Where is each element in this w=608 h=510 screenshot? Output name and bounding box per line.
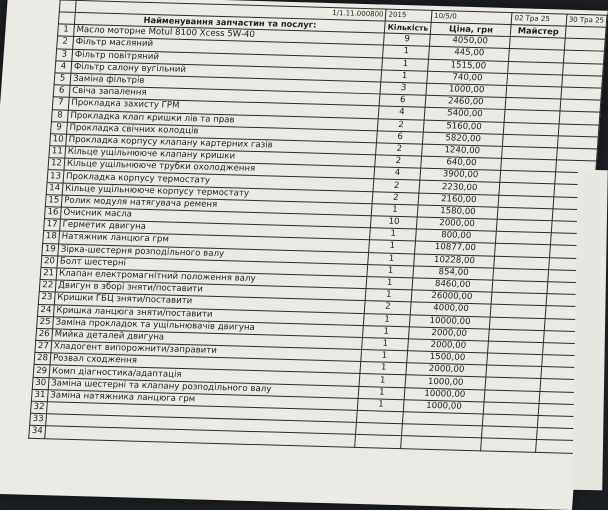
row-price: 1240,00	[422, 144, 503, 158]
row-qty: 1	[370, 228, 416, 241]
row-number: 27	[35, 340, 52, 353]
row-name: Очисник масла	[60, 207, 371, 228]
row-qty: 2	[376, 143, 422, 156]
row-extra	[563, 50, 604, 63]
row-number: 6	[53, 85, 70, 98]
row-name: Прокладка корпусу клапану картерних газів	[66, 134, 377, 155]
row-name: Прокладка корпусу термостату	[63, 171, 374, 192]
row-qty: 4	[379, 106, 425, 119]
row-price: 1000,00	[426, 83, 507, 97]
row-name: Свіча запалення	[69, 85, 380, 106]
row-number: 3	[56, 48, 73, 61]
row-price: 2000,00	[406, 363, 487, 377]
row-number: 19	[42, 243, 59, 256]
row-number: 34	[29, 426, 46, 439]
row-price: 2230,00	[419, 181, 500, 195]
row-price: 5400,00	[424, 108, 505, 122]
row-name: Заміна шестерні та клапану розподільного валу	[48, 377, 359, 398]
row-price	[401, 436, 482, 450]
row-number: 21	[40, 267, 57, 280]
rows-body	[29, 24, 605, 453]
row-price: 445,00	[429, 47, 510, 61]
row-name: Прокладка клап кришки лів та прав	[67, 110, 378, 131]
row-name: Заміна прокладок та ущільнювачів двигуна	[53, 317, 364, 338]
row-price: 2160,00	[418, 193, 499, 207]
row-number: 31	[31, 389, 48, 402]
row-number: 8	[51, 109, 68, 122]
row-name: Герметик двигуна	[60, 219, 371, 240]
row-number: 15	[45, 194, 62, 207]
row-qty: 1	[382, 58, 428, 71]
row-number: 4	[55, 61, 72, 74]
row-number: 9	[51, 121, 68, 134]
row-price: 10000,00	[409, 314, 490, 328]
row-qty: 1	[363, 325, 409, 338]
header-master: Майстер	[511, 25, 566, 39]
row-name: Заміна фільтрів	[70, 73, 381, 94]
row-qty: 1	[381, 70, 427, 83]
row-extra	[561, 75, 602, 88]
row-number: 16	[44, 207, 61, 220]
row-qty: 1	[372, 204, 418, 217]
top-year: 2015	[386, 9, 432, 22]
row-qty: 10	[371, 216, 417, 229]
row-price: 1515,00	[428, 59, 509, 73]
row-name: Клапан електромагнітний положення валу	[56, 268, 367, 289]
row-price: 10228,00	[414, 254, 495, 268]
row-name: Кришки ГБЦ зняти/поставити	[54, 292, 365, 313]
row-qty: 1	[361, 350, 407, 363]
header-name: Найменування запчастин та послуг:	[74, 12, 385, 33]
row-extra	[557, 136, 598, 149]
row-name: Прокладка свічних колодців	[67, 122, 378, 143]
row-name: Ролик модуля натягувача ременя	[61, 195, 372, 216]
row-name: Комп діагностика/адаптація	[49, 365, 360, 386]
row-qty: 1	[368, 252, 414, 265]
row-qty: 4	[374, 167, 420, 180]
row-extra	[562, 63, 603, 76]
row-price: 10000,00	[404, 387, 485, 401]
row-qty: 1	[364, 313, 410, 326]
row-name: Кільце ущільнююче корпусу термостату	[62, 183, 373, 204]
row-extra	[561, 87, 602, 100]
row-qty: 1	[359, 374, 405, 387]
row-name: Фільтр повітряний	[72, 49, 383, 70]
row-number: 11	[49, 146, 66, 159]
row-price: 3900,00	[420, 168, 501, 182]
row-extra	[536, 428, 577, 441]
row-name: Кришка ланцюга зняти/поставити	[53, 304, 364, 325]
row-number: 26	[36, 328, 53, 341]
row-qty: 3	[380, 82, 426, 95]
row-number: 13	[47, 170, 64, 183]
row-price: 1000,00	[405, 375, 486, 389]
row-price: 4050,00	[429, 34, 510, 48]
row-number: 7	[52, 97, 69, 110]
row-number: 29	[33, 365, 50, 378]
row-qty: 6	[377, 131, 423, 144]
row-master	[481, 438, 536, 452]
row-number: 28	[34, 353, 51, 366]
row-price: 1000,00	[403, 400, 484, 414]
row-name: Натяжник ланцюга грм	[59, 231, 370, 252]
row-price: 2000,00	[416, 217, 497, 231]
row-price: 4000,00	[410, 302, 491, 316]
row-qty: 2	[365, 301, 411, 314]
row-name: Кільце ущільнююче трубки охолодження	[64, 158, 375, 179]
row-name: Масло моторне Motul 8100 Xcess 5W-40	[74, 25, 385, 46]
row-number: 22	[39, 280, 56, 293]
row-price: 854,00	[413, 266, 494, 280]
header-qty: Кількість	[385, 21, 431, 34]
row-qty: 9	[384, 33, 430, 46]
row-price: 2000,00	[409, 327, 490, 341]
row-price: 1580,00	[417, 205, 498, 219]
top-date-2: 02 Тра 25	[512, 13, 567, 26]
row-name: Фільтр салону вугільний	[71, 61, 382, 82]
row-qty: 2	[372, 191, 418, 204]
row-name: Болт шестерні	[57, 256, 368, 277]
row-number: 33	[30, 413, 47, 426]
row-number: 2	[57, 36, 74, 49]
row-extra	[556, 148, 597, 161]
row-price: 740,00	[427, 71, 508, 85]
row-name: Двигун в зборі зняти/поставити	[55, 280, 366, 301]
row-qty: 1	[369, 240, 415, 253]
row-number: 20	[41, 255, 58, 268]
row-qty: 1	[358, 398, 404, 411]
row-qty: 1	[366, 289, 412, 302]
row-name: Фільтр масляний	[73, 37, 384, 58]
row-qty: 2	[373, 179, 419, 192]
row-qty: 6	[379, 94, 425, 107]
row-qty: 1	[383, 45, 429, 58]
row-price: 5160,00	[423, 120, 504, 134]
row-qty: 2	[375, 155, 421, 168]
row-qty: 1	[360, 362, 406, 375]
row-qty: 2	[378, 118, 424, 131]
row-number: 24	[37, 304, 54, 317]
row-number: 32	[31, 401, 48, 414]
row-price: 2000,00	[408, 339, 489, 353]
row-number: 1	[58, 24, 75, 37]
row-number: 25	[37, 316, 54, 329]
row-qty: 1	[362, 337, 408, 350]
row-price: 2460,00	[425, 95, 506, 109]
row-extra	[558, 123, 599, 136]
row-name: Заміна натяжника ланцюга грм	[47, 390, 358, 411]
row-number: 14	[46, 182, 63, 195]
row-extra	[564, 38, 605, 51]
row-name: Розвал сходження	[50, 353, 361, 374]
row-qty: 1	[366, 277, 412, 290]
header-price: Ціна, грн	[430, 22, 511, 36]
row-name: Кільце ущільнююче клапану кришки	[65, 146, 376, 167]
row-number: 30	[32, 377, 49, 390]
row-qty: 1	[367, 264, 413, 277]
row-number: 12	[48, 158, 65, 171]
row-number: 17	[44, 219, 61, 232]
row-price: 1500,00	[407, 351, 488, 365]
row-price: 26000,00	[411, 290, 492, 304]
row-extra	[560, 99, 601, 112]
row-qty: 1	[359, 386, 405, 399]
row-number: 5	[54, 73, 71, 86]
row-extra	[559, 111, 600, 124]
top-date-3: 30 Тра 25	[566, 14, 607, 27]
row-number: 10	[50, 134, 67, 147]
row-price: 800,00	[415, 229, 496, 243]
row-name: Прокладка захисту ГРМ	[68, 98, 379, 119]
row-price: 10877,00	[415, 241, 496, 255]
row-price: 5820,00	[422, 132, 503, 146]
row-qty	[355, 435, 401, 448]
top-left-code: 1/1.11.000800	[75, 0, 386, 21]
parts-table	[28, 0, 607, 454]
row-name: Хладогент випорожнити/заправити	[51, 341, 362, 362]
row-extra	[537, 415, 578, 428]
row-number: 18	[43, 231, 60, 244]
row-number: 23	[38, 292, 55, 305]
row-price: 640,00	[421, 156, 502, 170]
paper-edge	[572, 170, 608, 490]
top-date-1: 10/5/0	[431, 10, 512, 24]
row-extra	[535, 440, 576, 453]
row-name: Мийка деталей двигуна	[52, 329, 363, 350]
row-price: 8460,00	[412, 278, 493, 292]
row-name: Зірка-шестерня розподільного валу	[58, 244, 369, 265]
